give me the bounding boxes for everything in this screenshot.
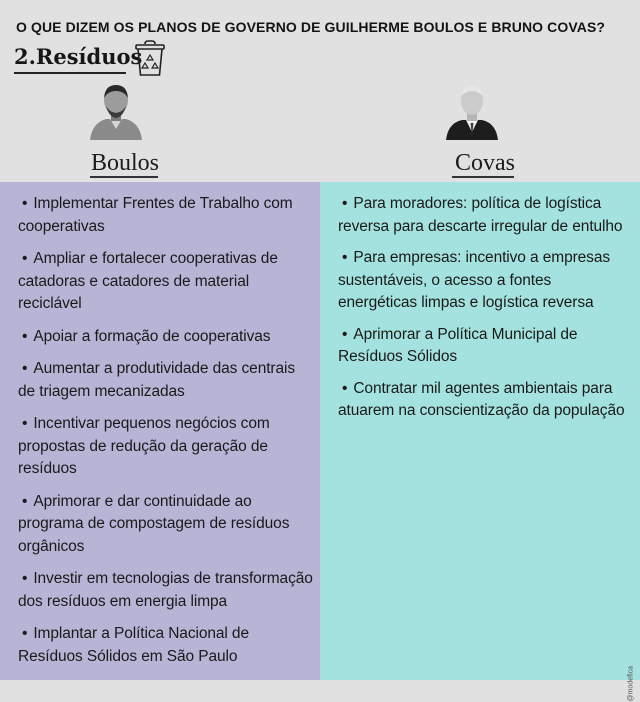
list-item: • Aprimorar e dar continuidade ao programa de compostagem de resíduos orgânicos	[18, 492, 290, 555]
covas-avatar	[444, 82, 500, 140]
boulos-proposal-list	[18, 193, 314, 668]
list-item: • Investir em tecnologias de transformação dos resíduos em energia limpa	[18, 570, 313, 610]
list-item: • Aprimorar a Política Municipal de Resíduos Sólidos	[338, 325, 578, 365]
list-item: • Para moradores: política de logística reversa para descarte irregular de entulho	[338, 195, 623, 235]
proposal-text: Implantar a Política Nacional de Resíduos Sólidos em São Paulo	[18, 625, 249, 665]
proposal-text: Apoiar a formação de cooperativas	[33, 327, 271, 345]
candidate-name-covas: Covas	[455, 150, 515, 176]
proposal-text: Para moradores: política de logística reversa para descarte irregular de entulho	[338, 195, 623, 235]
header	[0, 0, 640, 182]
list-item: • Para empresas: incentivo a empresas sustentáveis, o acesso a fontes energéticas limpas e logística reversa	[338, 249, 611, 311]
boulos-proposals-column	[0, 182, 320, 680]
page-title: O QUE DIZEM OS PLANOS DE GOVERNO DE GUILHERME BOULOS E BRUNO COVAS?	[16, 19, 606, 35]
list-item: • Implantar a Política Nacional de Resíduos Sólidos em São Paulo	[18, 625, 249, 665]
proposal-text: Aprimorar e dar continuidade ao programa de compostagem de resíduos orgânicos	[18, 492, 290, 555]
section-title-underline	[14, 72, 126, 74]
credit-watermark: @modefica	[628, 666, 635, 702]
boulos-avatar	[88, 82, 144, 140]
candidate-name-boulos: Boulos	[90, 150, 159, 176]
list-item: • Apoiar a formação de cooperativas	[22, 327, 271, 345]
proposal-text: Aumentar a produtividade das centrais de triagem mecanizadas	[18, 360, 296, 400]
candidate-name-underline	[452, 176, 514, 178]
proposal-text: Aprimorar a Política Municipal de Resíduos Sólidos	[338, 325, 578, 365]
covas-proposal-list	[338, 193, 632, 423]
proposal-text: Contratar mil agentes ambientais para atuarem na conscientização da população	[338, 379, 625, 419]
proposal-text: Investir em tecnologias de transformação dos resíduos em energia limpa	[18, 570, 313, 610]
proposal-text: Incentivar pequenos negócios com propostas de redução da geração de resíduos	[18, 415, 270, 477]
recycle-bin-icon	[132, 38, 168, 78]
section-title: 2.Resíduos	[14, 44, 143, 69]
proposal-text: Para empresas: incentivo a empresas sustentáveis, o acesso a fontes energéticas limpas e logística reversa	[338, 249, 611, 311]
candidate-name-underline	[90, 176, 158, 178]
proposal-text: Implementar Frentes de Trabalho com cooperativas	[18, 195, 293, 235]
proposal-text: Ampliar e fortalecer cooperativas de catadoras e catadores de material reciclável	[18, 250, 278, 312]
list-item: • Contratar mil agentes ambientais para atuarem na conscientização da população	[338, 379, 625, 419]
list-item: • Incentivar pequenos negócios com propostas de redução da geração de resíduos	[18, 415, 270, 477]
list-item: • Implementar Frentes de Trabalho com cooperativas	[18, 195, 293, 235]
covas-proposals-column	[320, 182, 640, 702]
list-item: • Aumentar a produtividade das centrais de triagem mecanizadas	[18, 360, 296, 400]
list-item: • Ampliar e fortalecer cooperativas de catadoras e catadores de material reciclável	[18, 250, 278, 312]
